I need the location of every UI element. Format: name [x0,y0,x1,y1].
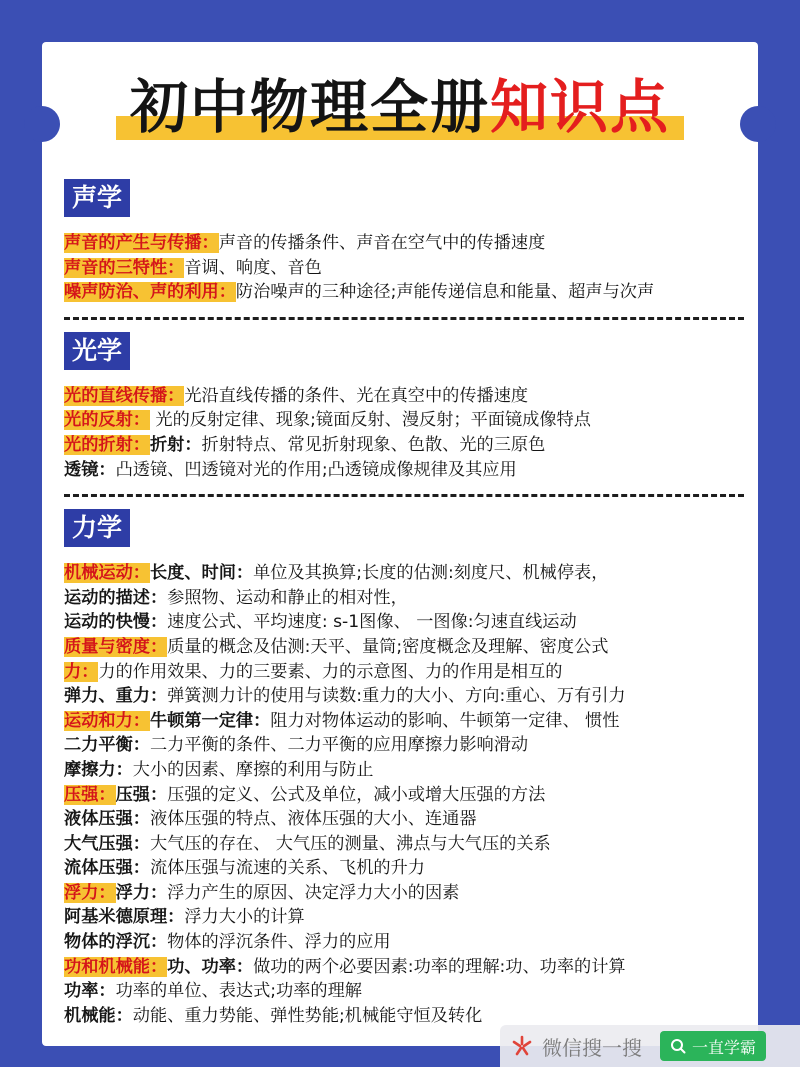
topic-keyword: 质量与密度： [64,636,168,657]
topic-description: 功率的单位、表达式;功率的理解 [115,981,362,1002]
subtopic-keyword: 长度、时间： [149,563,254,584]
topic-description: 单位及其换算;长度的估测:刻度尺、机械停表， [253,563,609,584]
knowledge-row [64,905,744,930]
subtopic-keyword: 摩擦力： [64,759,133,780]
topic-keyword: 声音的产生与传播： [64,233,219,253]
topic-description: 压强的定义、公式及单位，减小或增大压强的方法 [167,784,546,805]
knowledge-row [64,783,744,808]
knowledge-row [64,979,744,1004]
topic-keyword: 机械运动： [64,563,150,584]
section-label: 力学 [64,509,130,547]
topic-description: 阻力对物体运动的影响、牛顿第一定律、 惯性 [270,710,620,731]
section-label: 光学 [64,332,130,370]
topic-description: 大小的因素、摩擦的利用与防止 [132,759,374,780]
knowledge-content [64,177,744,1028]
subtopic-keyword: 浮力： [115,882,168,903]
knowledge-row [64,408,744,433]
search-chip[interactable] [660,1031,766,1061]
subtopic-keyword: 机械能： [64,1005,133,1026]
subtopic-keyword: 液体压强： [64,809,150,830]
topic-description: 光的反射定律、现象;镜面反射、漫反射；平面镜成像特点 [149,410,591,431]
topic-keyword: 功和机械能： [64,956,168,977]
knowledge-row [64,856,744,881]
topic-description: 速度公式、平均速度: s-1图像、 一图像:匀速直线运动 [167,612,577,633]
topic-description: 折射特点、常见折射现象、色散、光的三原色 [201,434,546,455]
knowledge-row [64,733,744,758]
knowledge-row [64,881,744,906]
topic-description: 物体的浮沉条件、浮力的应用 [167,932,391,953]
topic-description: 二力平衡的条件、二力平衡的应用摩擦力影响滑动 [149,735,529,756]
topic-keyword: 浮力： [64,882,116,903]
section-rows [64,231,744,305]
knowledge-row [64,660,744,685]
knowledge-row [64,231,744,256]
knowledge-row [64,709,744,734]
knowledge-row [64,384,744,409]
topic-keyword: 压强： [64,784,116,805]
knowledge-row [64,280,744,305]
subtopic-keyword: 流体压强： [64,858,150,879]
subtopic-keyword: 透镜： [64,459,116,480]
subtopic-keyword: 功率： [64,981,116,1002]
knowledge-row [64,832,744,857]
topic-description: 防治噪声的三种途径;声能传递信息和能量、超声与次声 [235,282,655,303]
topic-keyword: 力： [64,661,99,682]
dashed-divider [64,494,744,497]
topic-description: 动能、重力势能、弹性势能;机械能守恒及转化 [132,1005,483,1026]
topic-description: 做功的两个必要因素:功率的理解:功、功率的计算 [253,956,626,977]
knowledge-row [64,458,744,483]
title-area [42,68,758,146]
section-rows [64,561,744,1028]
topic-keyword: 光的折射： [64,434,150,455]
topic-description: 力的作用效果、力的三要素、力的示意图、力的作用是相互的 [98,661,563,682]
watermark-text: 微信搜一搜 [542,1035,642,1060]
topic-description: 浮力大小的计算 [184,907,305,928]
topic-description: 凸透镜、凹透镜对光的作用;凸透镜成像规律及其应用 [115,459,517,480]
subtopic-keyword: 折射： [149,434,202,455]
knowledge-row [64,635,744,660]
knowledge-row [64,758,744,783]
topic-keyword: 光的反射： [64,410,150,431]
topic-keyword: 光的直线传播： [64,385,185,406]
page-title [130,68,670,146]
topic-description: 参照物、运动和静止的相对性， [167,587,408,608]
topic-description: 浮力产生的原因、决定浮力大小的因素 [167,882,460,903]
knowledge-row [64,955,744,980]
topic-description: 质量的概念及估测:天平、量筒;密度概念及理解、密度公式 [167,636,609,657]
subtopic-keyword: 运动的描述： [64,587,168,608]
subtopic-keyword: 压强： [115,784,168,805]
knowledge-row [64,807,744,832]
topic-description: 光沿直线传播的条件、光在真空中的传播速度 [184,385,529,406]
search-chip-label: 一直学霸 [692,1037,757,1057]
subtopic-keyword: 功、功率： [167,956,254,977]
knowledge-row [64,684,744,709]
knowledge-row [64,433,744,458]
dashed-divider [64,317,744,320]
knowledge-row [64,586,744,611]
topic-description: 大气压的存在、 大气压的测量、沸点与大气压的关系 [149,833,551,854]
knowledge-row [64,610,744,635]
topic-description: 流体压强与流速的关系、飞机的升力 [149,858,425,879]
wechat-search-logo-icon [510,1034,534,1058]
subtopic-keyword: 物体的浮沉： [64,932,168,953]
subtopic-keyword: 弹力、重力： [64,686,168,707]
topic-description: 声音的传播条件、声音在空气中的传播速度 [218,233,546,253]
subtopic-keyword: 阿基米德原理： [64,907,185,928]
topic-keyword: 运动和力： [64,710,150,731]
topic-description: 音调、响度、音色 [184,257,322,278]
knowledge-row [64,561,744,586]
topic-description: 液体压强的特点、液体压强的大小、连通器 [149,809,477,830]
search-icon [670,1038,686,1054]
subtopic-keyword: 大气压强： [64,833,150,854]
topic-keyword: 声音的三特性： [64,257,185,278]
subtopic-keyword: 运动的快慢： [64,612,168,633]
title-main: 初中物理全册 [129,73,490,141]
subtopic-keyword: 牛顿第一定律： [149,710,271,731]
section-rows [64,384,744,482]
knowledge-row [64,256,744,281]
watermark-bar [500,1025,800,1067]
poster-card [42,42,758,1046]
topic-keyword: 噪声防治、声的利用： [64,282,236,303]
subtopic-keyword: 二力平衡： [64,735,150,756]
topic-description: 弹簧测力计的使用与读数:重力的大小、方向:重心、万有引力 [167,686,626,707]
section-label: 声学 [64,179,130,217]
knowledge-row [64,930,744,955]
title-highlight: 知识点 [490,73,671,141]
